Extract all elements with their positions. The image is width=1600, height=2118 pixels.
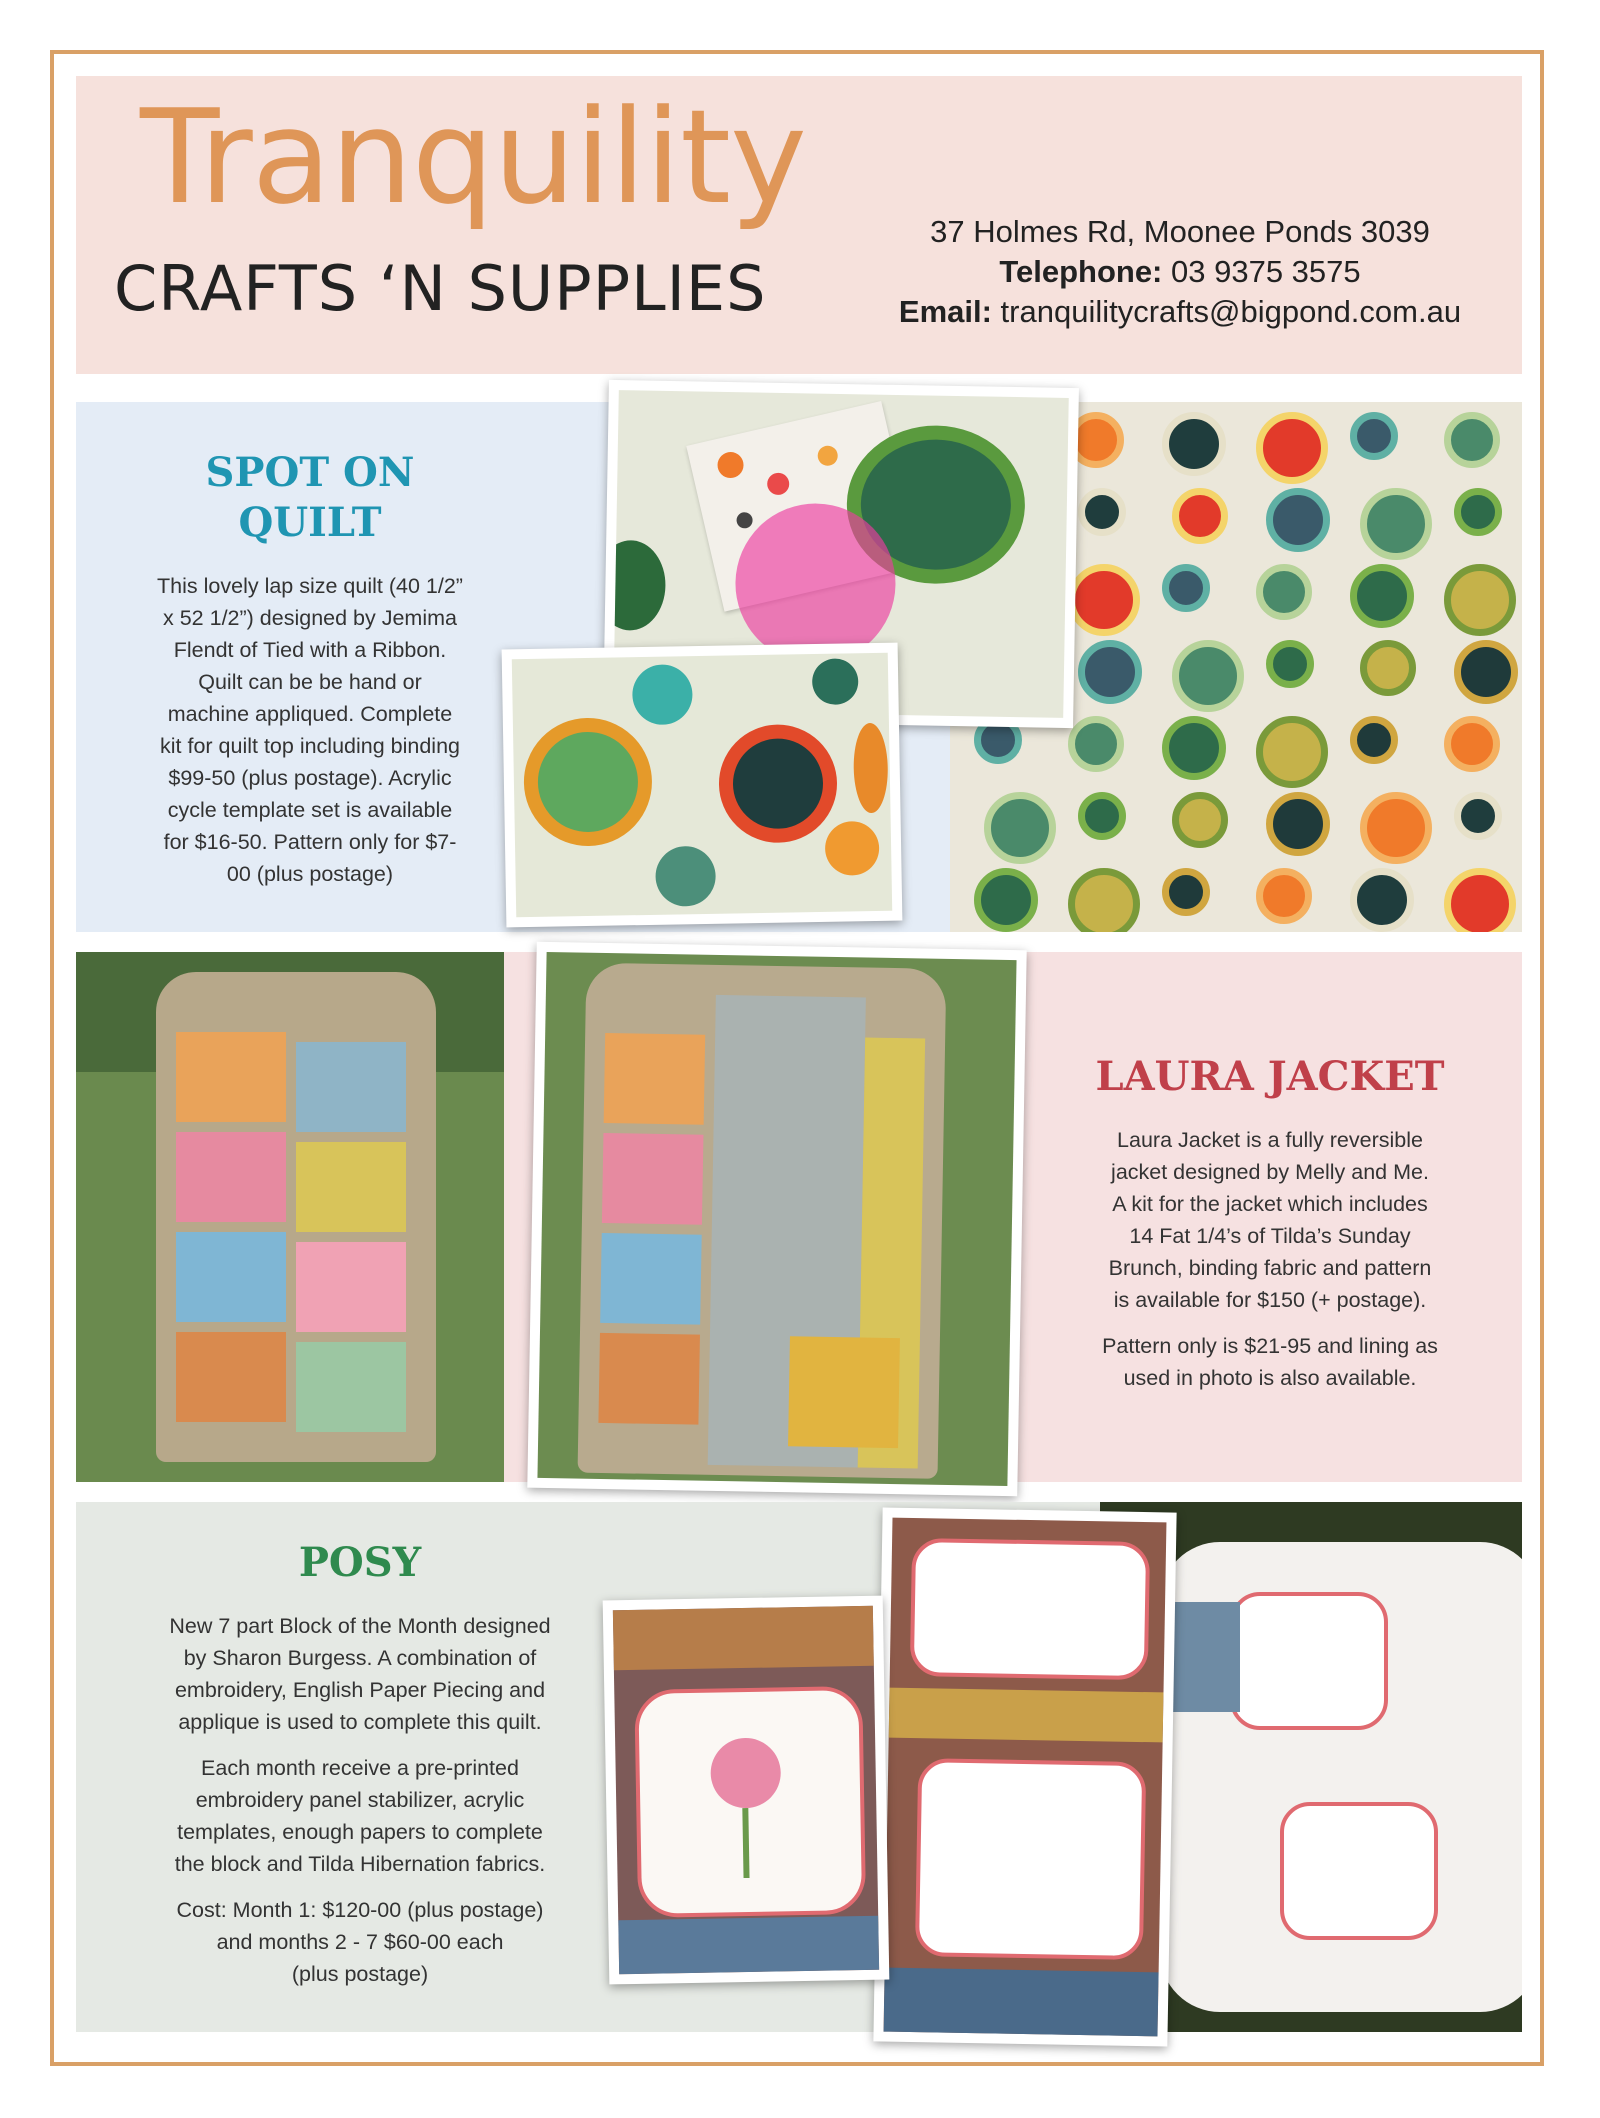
posy-paragraph-3: [140, 1894, 580, 1990]
posy-description: [140, 1610, 580, 2004]
spot-on-line: 00 (plus postage): [226, 862, 394, 886]
posy-line: templates, enough papers to complete: [177, 1820, 543, 1844]
posy-line: the block and Tilda Hibernation fabrics.: [174, 1852, 546, 1876]
laura-line: 14 Fat 1/4’s of Tilda’s Sunday: [1129, 1224, 1411, 1248]
brand-title: Tranquility: [140, 81, 806, 233]
address: 37 Holmes Rd, Moonee Ponds 3039: [930, 214, 1430, 249]
telephone-number: 03 9375 3575: [1171, 254, 1361, 289]
laura-description: [1064, 1124, 1476, 1408]
telephone-label: Telephone:: [999, 254, 1163, 289]
spot-on-line: Quilt can be be hand or: [198, 670, 422, 694]
laura-line: jacket designed by Melly and Me.: [1111, 1160, 1429, 1184]
posy-line: by Sharon Burgess. A combination of: [183, 1646, 537, 1670]
laura-line: used in photo is also available.: [1123, 1366, 1417, 1390]
spot-on-line: x 52 1/2”) designed by Jemima: [163, 606, 457, 630]
laura-line: Pattern only is $21-95 and lining as: [1102, 1334, 1438, 1358]
posy-line: New 7 part Block of the Month designed: [169, 1614, 551, 1638]
email-line: [840, 292, 1520, 332]
posy-photo-panel: [873, 1507, 1176, 2046]
posy-line: embroidery, English Paper Piecing and: [174, 1678, 546, 1702]
spot-on-line: machine appliqued. Complete: [167, 702, 453, 726]
posy-photo-block: [603, 1596, 890, 1985]
posy-line: Each month receive a pre-printed: [201, 1756, 519, 1780]
laura-line: is available for $150 (+ postage).: [1113, 1288, 1427, 1312]
spot-on-description: [128, 570, 492, 890]
laura-paragraph-1: [1064, 1124, 1476, 1316]
laura-line: Brunch, binding fabric and pattern: [1108, 1256, 1432, 1280]
spot-on-line: $99-50 (plus postage). Acrylic: [168, 766, 452, 790]
spot-closeup-photo: [502, 643, 903, 928]
spot-on-title-line1: SPOT ON: [205, 449, 415, 496]
posy-paragraph-2: [140, 1752, 580, 1880]
laura-title: LAURA JACKET: [1095, 1053, 1445, 1100]
posy-line: (plus postage): [291, 1962, 429, 1986]
posy-line: embroidery panel stabilizer, acrylic: [195, 1788, 525, 1812]
jacket-photo-open: [527, 942, 1026, 1496]
posy-line: and months 2 - 7 $60-00 each: [216, 1930, 504, 1954]
laura-line: Laura Jacket is a fully reversible: [1117, 1128, 1423, 1152]
posy-line: applique is used to complete this quilt.: [178, 1710, 542, 1734]
spot-on-title-line2: QUILT: [238, 499, 382, 546]
contact-block: [840, 212, 1520, 332]
spot-on-line: cycle template set is available: [167, 798, 453, 822]
posy-paragraph-1: [140, 1610, 580, 1738]
laura-line: A kit for the jacket which includes: [1112, 1192, 1428, 1216]
posy-title: POSY: [298, 1539, 422, 1586]
spot-on-title: [130, 448, 490, 548]
posy-line: Cost: Month 1: $120-00 (plus postage): [176, 1898, 544, 1922]
email-address[interactable]: tranquilitycrafts@bigpond.com.au: [1000, 294, 1462, 329]
spot-on-line: This lovely lap size quilt (40 1/2”: [157, 574, 463, 598]
laura-paragraph-2: [1064, 1330, 1476, 1394]
email-label: Email:: [898, 294, 992, 329]
spot-on-line: kit for quilt top including binding: [160, 734, 460, 758]
brand-subtitle: CRAFTS ‘N SUPPLIES: [114, 252, 767, 325]
spot-on-line: for $16-50. Pattern only for $7-: [163, 830, 457, 854]
jacket-photo-front: [76, 952, 504, 1482]
spot-on-line: Flendt of Tied with a Ribbon.: [173, 638, 447, 662]
telephone-line: [840, 252, 1520, 292]
